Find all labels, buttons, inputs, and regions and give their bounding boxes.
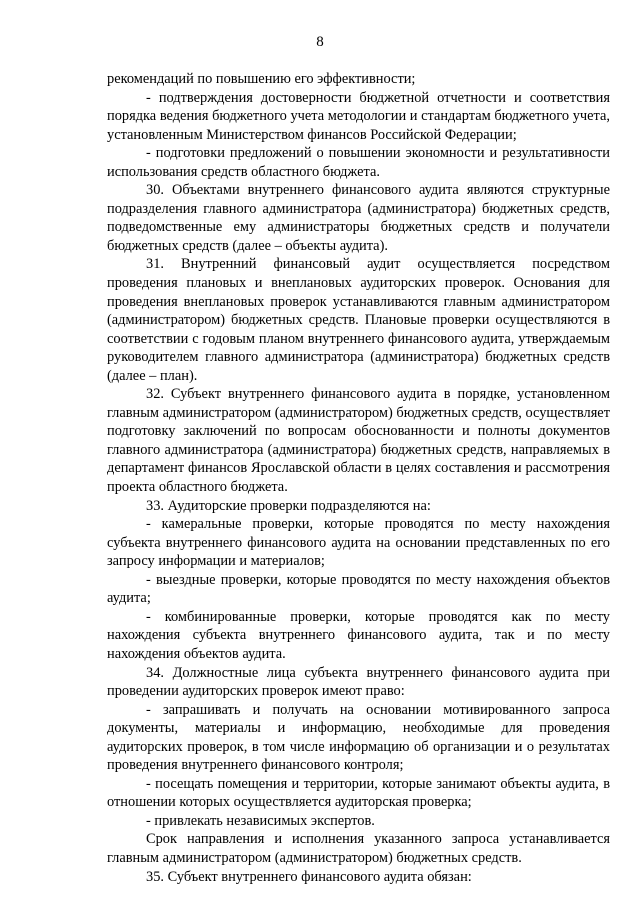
page-number: 8 [316,34,324,50]
list-item-reporting-reliability: - подтверждения достоверности бюджетной отчетности и соответствия порядка ведения бюджетного учета методологии и стандартам бюджетного учета, установленным Министерством финансов Российской Федерации; [107,89,610,143]
paragraph-continuation: рекомендаций по повышению его эффективности; [107,71,416,87]
clause-31: 31. Внутренний финансовый аудит осуществляется посредством проведения плановых и внеплановых аудиторских проверок. Основания для проведения внеплановых проверок устанавливаются главным администратором (администратором) бюджетных средств. Плановые проверки осуществляются в соответствии с годовым планом внутреннего финансового аудита, утверждаемым руководителем главного администратора (администратора) бюджетных средств (далее – план). [107,256,610,384]
document-body [107,70,610,886]
paragraph-request-deadline: Срок направления и исполнения указанного запроса устанавливается главным администратором (администратором) бюджетных средств. [107,831,610,866]
list-item-desk-audits: - камеральные проверки, которые проводятся по месту нахождения субъекта внутреннего финансового аудита на основании представленных по его запросу информации и материалов; [107,516,610,570]
list-item-combined-audits: - комбинированные проверки, которые проводятся как по месту нахождения субъекта внутреннего финансового аудита, так и по месту нахождения объектов аудита. [107,608,610,662]
list-item-visit-premises: - посещать помещения и территории, которые занимают объекты аудита, в отношении которых осуществляется аудиторская проверка; [107,775,610,811]
clause-34: 34. Должностные лица субъекта внутреннего финансового аудита при проведении аудиторских проверок имеют право: [107,664,610,700]
list-item-engage-experts: - привлекать независимых экспертов. [146,812,375,829]
list-item-efficiency-proposals: - подготовки предложений о повышении экономности и результативности использования средств областного бюджета. [107,145,610,180]
clause-32: 32. Субъект внутреннего финансового аудита в порядке, установленном главным администратором (администратором) бюджетных средств, осуществляет подготовку заключений по вопросам обоснованности и полноты документов главного администратора (администратора) бюджетных средств, направляемых в департамент финансов Ярославской области в целях составления и рассмотрения проекта областного бюджета. [107,386,610,496]
list-item-request-documents: - запрашивать и получать на основании мотивированного запроса документы, материалы и информацию, необходимые для проведения аудиторских проверок, в том числе информацию об организации и о результатах проведения внутреннего финансового контроля; [107,701,610,774]
clause-30: 30. Объектами внутреннего финансового аудита являются структурные подразделения главного администратора (администратора) бюджетных средств, подведомственные ему администраторы бюджетных средств и получатели бюджетных средств (далее – объекты аудита). [107,182,610,254]
clause-35: 35. Субъект внутреннего финансового аудита обязан: [146,868,472,885]
list-item-field-audits: - выездные проверки, которые проводятся по месту нахождения объектов аудита; [107,571,610,607]
clause-33: 33. Аудиторские проверки подразделяются на: [146,497,431,514]
